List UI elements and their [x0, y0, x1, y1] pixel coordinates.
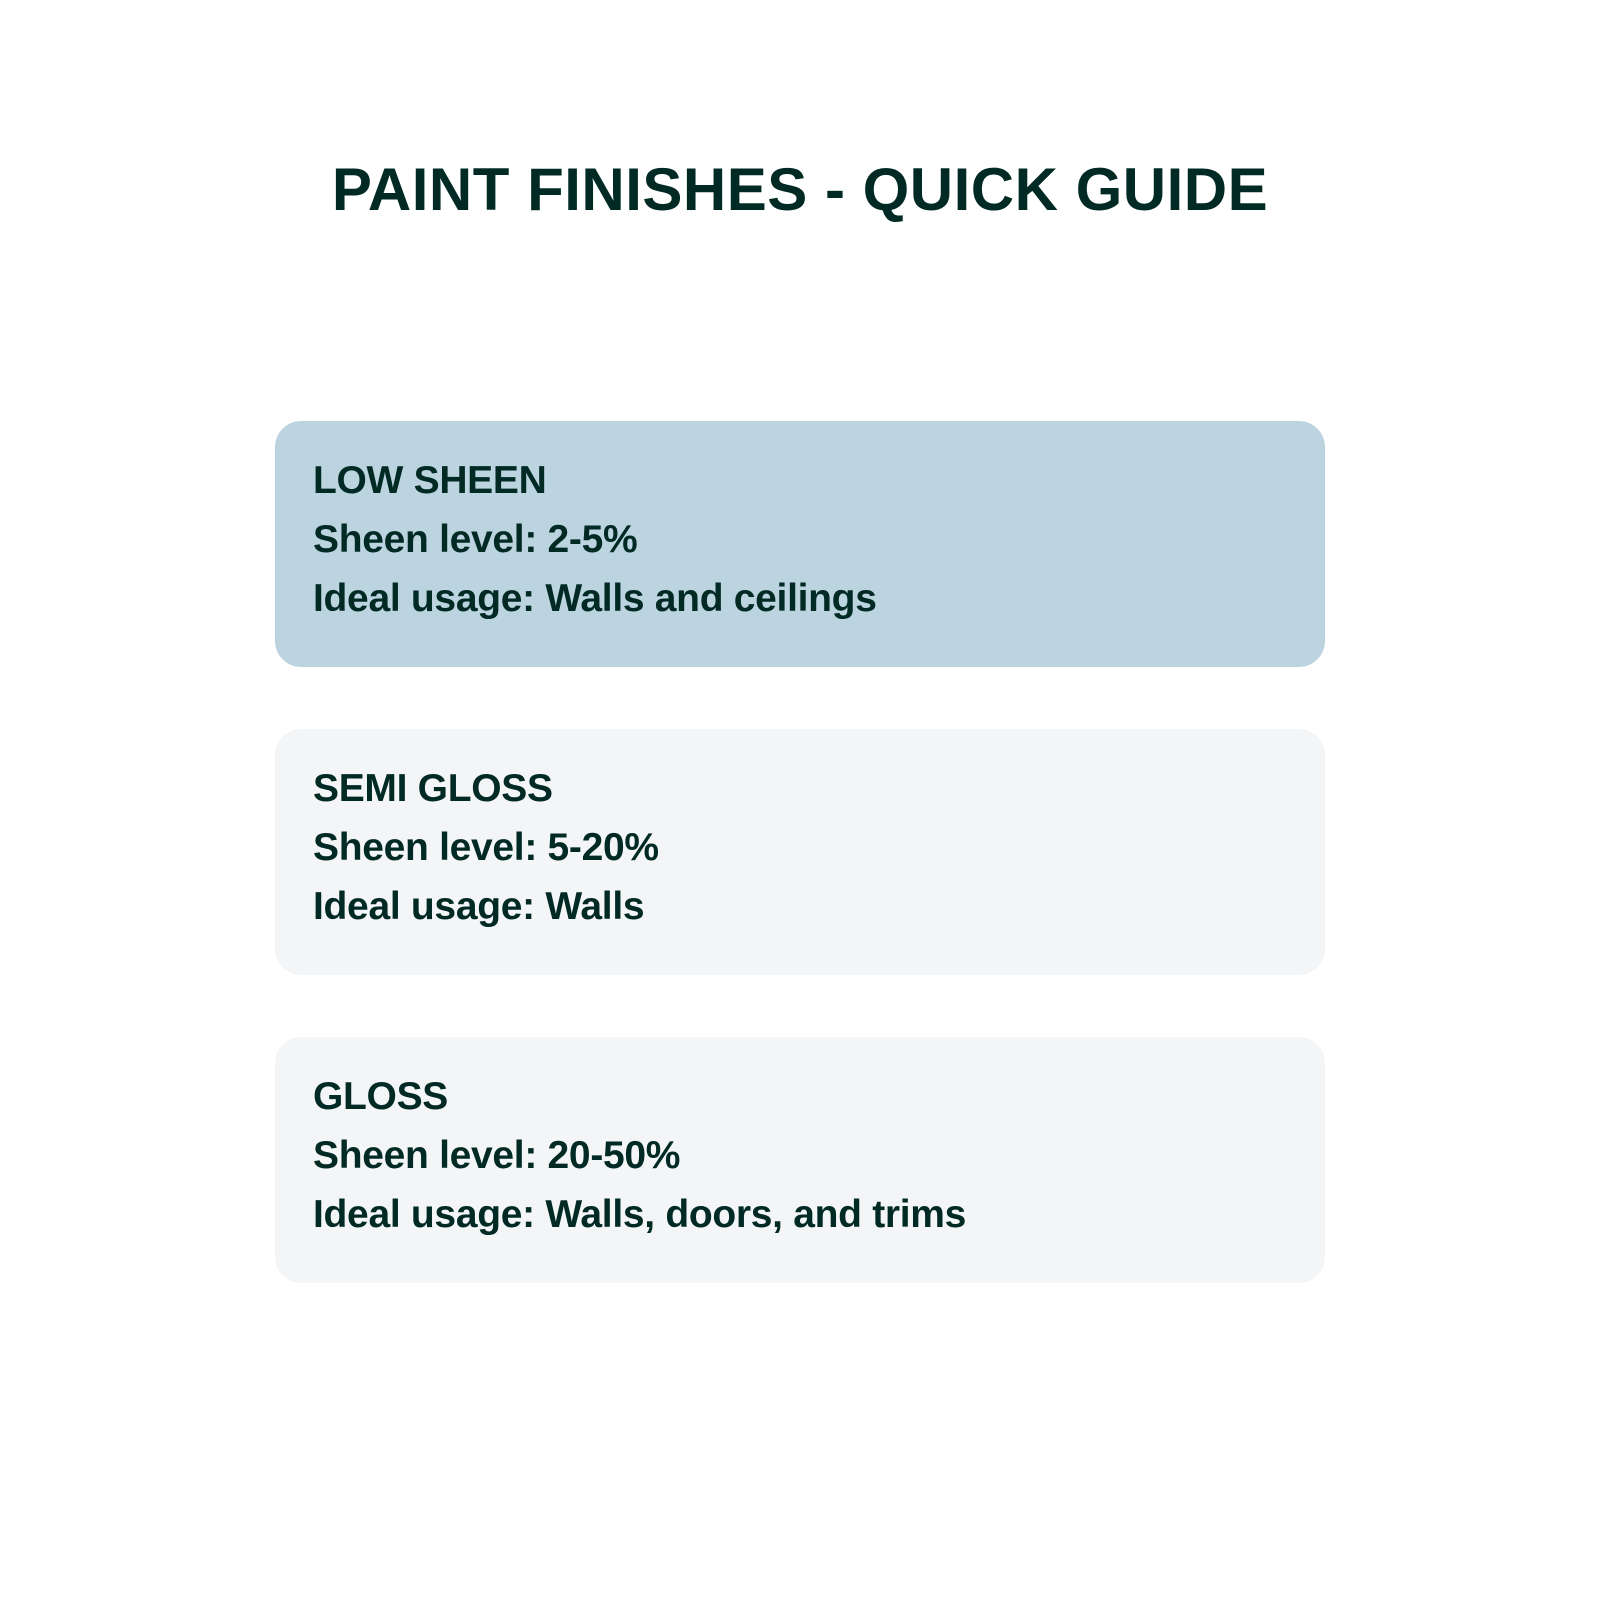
finish-name: SEMI GLOSS [313, 767, 553, 810]
finish-name: LOW SHEEN [313, 459, 547, 502]
finish-sheen-level: Sheen level: 2-5% [313, 518, 638, 561]
finish-card-semi-gloss [275, 729, 1325, 975]
finish-sheen-level: Sheen level: 5-20% [313, 826, 659, 869]
finish-ideal-usage: Ideal usage: Walls and ceilings [313, 577, 877, 620]
finish-card-gloss [275, 1037, 1325, 1283]
finish-card-low-sheen [275, 421, 1325, 667]
page-title: PAINT FINISHES - QUICK GUIDE [331, 156, 1269, 223]
finish-name: GLOSS [313, 1075, 449, 1118]
finish-ideal-usage: Ideal usage: Walls, doors, and trims [313, 1193, 967, 1236]
finish-sheen-level: Sheen level: 20-50% [313, 1134, 681, 1177]
finish-ideal-usage: Ideal usage: Walls [313, 885, 645, 928]
